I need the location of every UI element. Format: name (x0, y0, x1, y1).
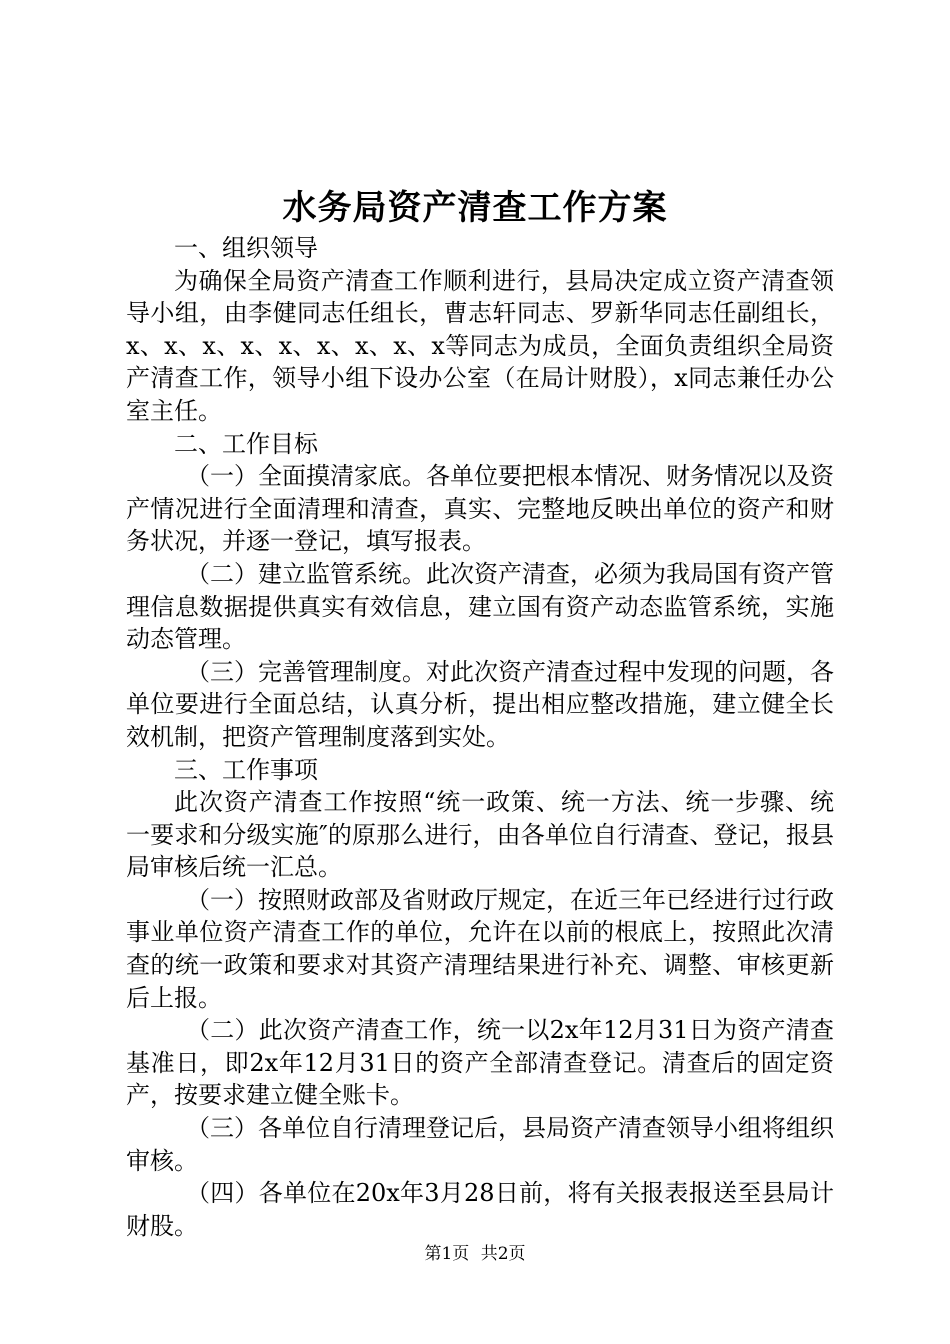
section-heading: 三、工作事项 (174, 755, 318, 784)
paragraph: 为确保全局资产清查工作顺利进行，县局决定成立资产清查领导小组，由李健同志任组长，曹志轩同志、罗新华同志任副组长，x、x、x、x、x、x、x、x、x等同志为成员，全面负责组织全局资产清查工作，领导小组下设办公室（在局计财股），x同志兼任办公室主任。 (126, 266, 834, 425)
paragraph: 此次资产清查工作按照“统一政策、统一方法、统一步骤、统一要求和分级实施″的原那么进行，由各单位自行清查、登记，报县局审核后统一汇总。 (126, 788, 834, 882)
page-total: 共2页 (480, 1244, 526, 1264)
document-title: 水务局资产清查工作方案 (282, 188, 668, 228)
section-heading: 二、工作目标 (174, 429, 318, 458)
section-heading: 一、组织领导 (174, 234, 318, 262)
list-item: （二）建立监管系统。此次资产清查，必须为我局国有资产管理信息数据提供真实有效信息，建立国有资产动态监管系统，实施动态管理。 (126, 559, 834, 654)
list-item: （一）按照财政部及省财政厅规定，在近三年已经进行过行政事业单位资产清查工作的单位，允许在以前的根底上，按照此次清查的统一政策和要求对其资产清理结果进行补充、调整、审核更新后上报。 (126, 885, 834, 1012)
page-number: 第1页 (424, 1244, 470, 1264)
list-item: （三）完善管理制度。对此次资产清查过程中发现的问题，各单位要进行全面总结，认真分析，提出相应整改措施，建立健全长效机制，把资产管理制度落到实处。 (126, 657, 834, 751)
list-item: （二）此次资产清查工作，统一以2x年12月31日为资产清查基准日，即2x年12月31日的资产全部清查登记。清查后的固定资产，按要求建立健全账卡。 (126, 1016, 834, 1110)
page-footer (0, 1242, 950, 1266)
list-item: （三）各单位自行清理登记后，县局资产清查领导小组将组织审核。 (126, 1114, 834, 1175)
list-item: （四）各单位在20x年3月28日前，将有关报表报送至县局计财股。 (126, 1179, 834, 1240)
list-item: （一）全面摸清家底。各单位要把根本情况、财务情况以及资产情况进行全面清理和清查，真实、完整地反映出单位的资产和财务状况，并逐一登记，填写报表。 (126, 462, 834, 556)
document-body (126, 232, 834, 1242)
